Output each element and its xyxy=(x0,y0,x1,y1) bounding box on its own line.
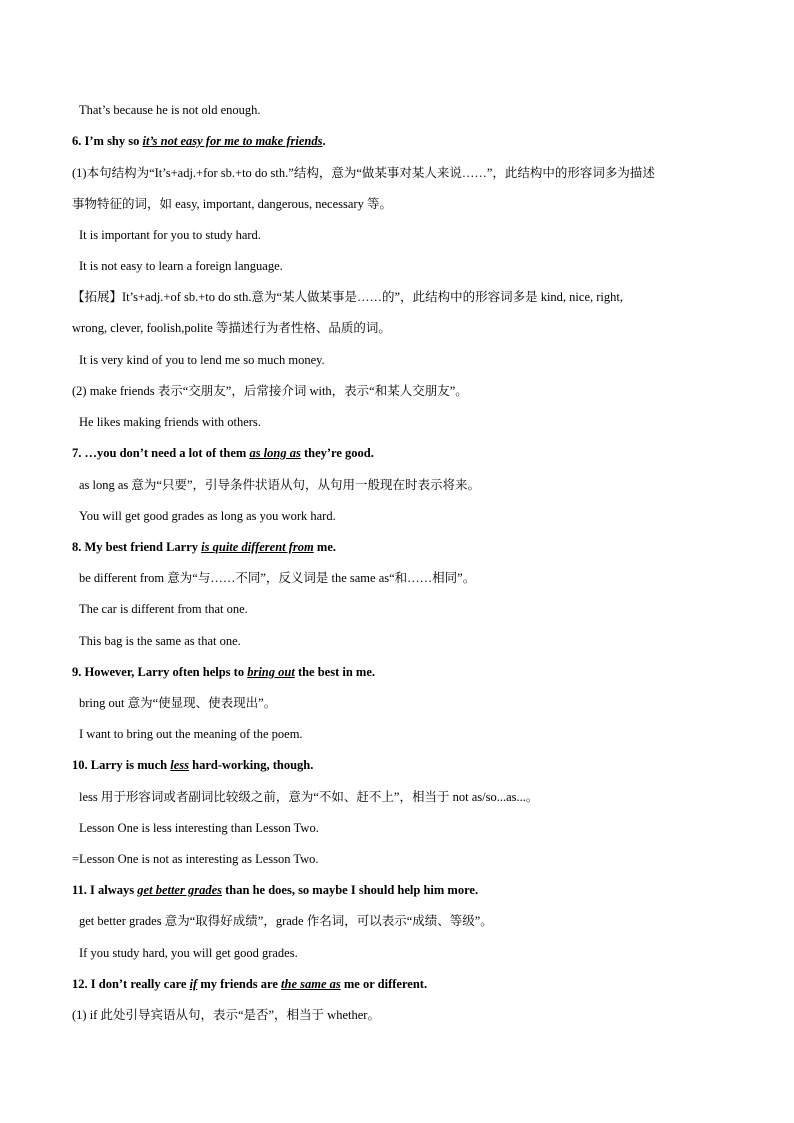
explanation-text: (1)本句结构为“It’s+adj.+for sb.+to do sth.”结构，意为“做某事对某人来说……”，此结构中的形容词多为描述 xyxy=(72,166,655,180)
explanation-text: get better grades 意为“取得好成绩”，grade 作名词，可以表示“成绩、等级”。 xyxy=(79,914,493,928)
explanation-text: bring out 意为“使显现、使表现出”。 xyxy=(79,696,277,710)
point-9-heading: 9. However, Larry often helps to bring out the best in me. xyxy=(72,665,376,679)
example-sentence: Lesson One is less interesting than Lesson Two. xyxy=(79,821,319,835)
extension-note: wrong, clever, foolish,polite 等描述行为者性格、品质的词。 xyxy=(72,321,391,335)
explanation-text: (1) if 此处引导宾语从句，表示“是否”，相当于 whether。 xyxy=(72,1008,380,1022)
explanation-text: be different from 意为“与……不同”，反义词是 the same as“和……相同”。 xyxy=(79,571,476,585)
example-sentence: It is not easy to learn a foreign language. xyxy=(79,259,283,273)
point-7-heading: 7. …you don’t need a lot of them as long as they’re good. xyxy=(72,446,374,460)
point-8-heading: 8. My best friend Larry is quite different from me. xyxy=(72,540,336,554)
explanation-text: less 用于形容词或者副词比较级之前，意为“不如、赶不上”，相当于 not as/so...as...。 xyxy=(79,790,539,804)
example-sentence: That’s because he is not old enough. xyxy=(79,103,261,117)
example-sentence: I want to bring out the meaning of the poem. xyxy=(79,727,303,741)
example-sentence: The car is different from that one. xyxy=(79,602,248,616)
example-sentence: He likes making friends with others. xyxy=(79,415,261,429)
explanation-text: as long as 意为“只要”，引导条件状语从句，从句用一般现在时表示将来。 xyxy=(79,478,481,492)
point-6-heading: 6. I’m shy so it’s not easy for me to make friends. xyxy=(72,134,326,148)
example-sentence: It is very kind of you to lend me so much money. xyxy=(79,353,325,367)
point-10-heading: 10. Larry is much less hard-working, though. xyxy=(72,758,314,772)
extension-note: 【拓展】It’s+adj.+of sb.+to do sth.意为“某人做某事是……的”，此结构中的形容词多是 kind, nice, right, xyxy=(72,290,623,304)
explanation-text: 事物特征的词，如 easy, important, dangerous, necessary 等。 xyxy=(72,197,392,211)
example-sentence: If you study hard, you will get good grades. xyxy=(79,946,298,960)
example-sentence: It is important for you to study hard. xyxy=(79,228,261,242)
example-sentence: You will get good grades as long as you work hard. xyxy=(79,509,336,523)
point-11-heading: 11. I always get better grades than he does, so maybe I should help him more. xyxy=(72,883,479,897)
example-sentence: =Lesson One is not as interesting as Lesson Two. xyxy=(72,852,319,866)
point-12-heading: 12. I don’t really care if my friends are the same as me or different. xyxy=(72,977,428,991)
example-sentence: This bag is the same as that one. xyxy=(79,634,241,648)
explanation-text: (2) make friends 表示“交朋友”，后常接介词 with，表示“和某人交朋友”。 xyxy=(72,384,468,398)
